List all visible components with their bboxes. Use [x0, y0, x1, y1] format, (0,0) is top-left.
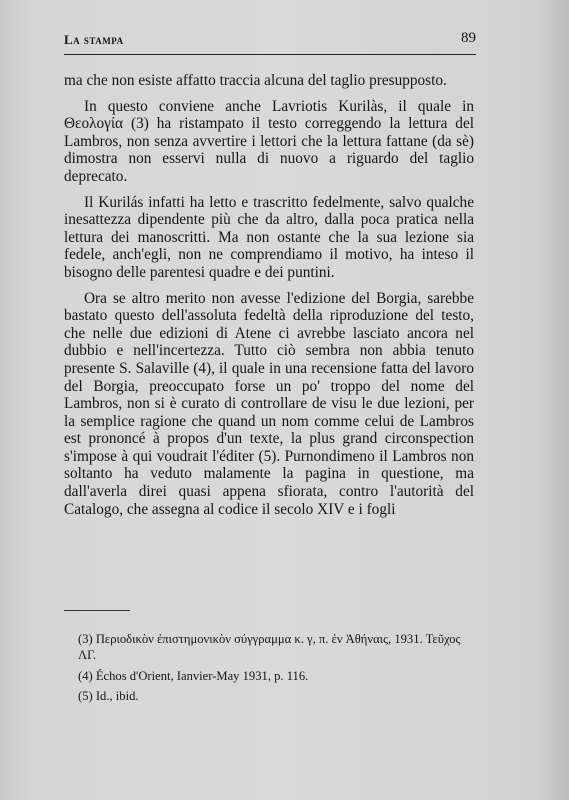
footnote: (5) Id., ibid.	[78, 688, 139, 703]
footnote: (3) Περιοδικὸν ἐπιστημονικὸν σύγγραμμα κ. γ, π. ἐν Ἀθήναις, 1931. Τεῦχος ΛΓ.	[78, 632, 461, 662]
footnotes	[78, 632, 478, 708]
page-number: 89	[461, 30, 476, 46]
paragraph: ma che non esiste affatto traccia alcuna del taglio presupposto.	[64, 72, 447, 89]
footnote-rule	[64, 610, 130, 611]
body-text	[64, 72, 474, 526]
paragraph: Il Kurilás infatti ha letto e trascritto fedelmente, salvo qualche inesattezza dipendente più che da altro, dalla poca pratica nella lettura dei manoscritti. Ma non ostante che la sua lezione sia fedele, anch'egli, non ne comprendiamo il motivo, ha inteso il bisogno delle parentesi quadre e dei puntini.	[64, 193, 474, 281]
header-rule	[64, 54, 476, 55]
paragraph: In questo conviene anche Lavriotis Kurilàs, il quale in Θεολογία (3) ha ristampato il testo correggendo la lettura del Lambros, non senza avvertire i lettori che la lettura fattane (da sè) dimostra non esservi nulla di nuovo a riguardo del taglio deprecato.	[64, 97, 474, 185]
paragraph: Ora se altro merito non avesse l'edizione del Borgia, sarebbe bastato questo dell'assoluta fedeltà della riproduzione del testo, che nelle due edizioni di Atene ci avrebbe lasciato ancora nel dubbio e nell'incertezza. Tutto ciò sembra non abbia tenuto presente S. Salaville (4), il quale in una recensione fatta del lavoro del Borgia, preoccupato forse un po' troppo del nome del Lambros, non si è curato di controllare de visu le due lezioni, per la semplice ragione che quand un nom comme celui de Lambros est prononcé à propos d'un texte, la plus grand circonspection s'impose à qui voudrait l'éditer (5). Purnondimeno il Lambros non soltanto ha veduto malamente la pagina in questione, ma dall'averla direi quasi appena sfiorata, contro l'autorità del Catalogo, che assegna al codice il secolo XIV e i fogli	[64, 289, 474, 518]
footnote: (4) Échos d'Orient, Ianvier-May 1931, p. 116.	[78, 669, 309, 683]
running-title: La stampa	[64, 32, 124, 47]
